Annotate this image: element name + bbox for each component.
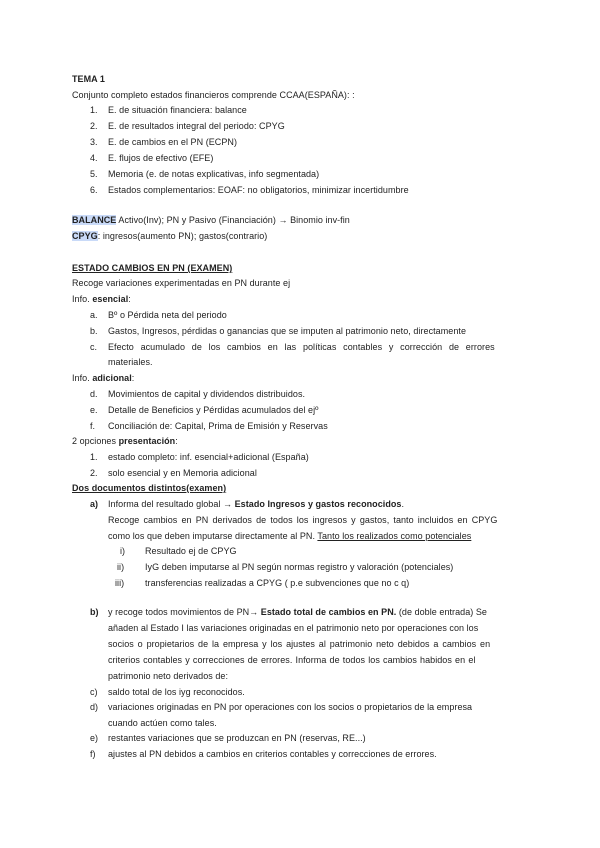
list-marker: 5. (90, 169, 98, 179)
info-esencial-label: Info. esencial: (72, 294, 131, 304)
list-item: Bº o Pérdida neta del periodo (108, 310, 227, 320)
list-marker: c. (90, 342, 98, 352)
sub-item: transferencias realizadas a CPYG ( p.e subvenciones que no c q) (145, 578, 410, 588)
list-marker: a. (90, 310, 98, 320)
section-heading: Dos documentos distintos(examen) (72, 483, 227, 493)
section-heading: ESTADO CAMBIOS EN PN (EXAMEN) (72, 263, 233, 273)
list-item: Memoria (e. de notas explicativas, info segmentada) (108, 169, 320, 179)
doc-b-line: añaden al Estado I las variaciones originadas en el patrimonio neto por operaciones con los (108, 623, 479, 633)
list-item: Gastos, Ingresos, pérdidas o ganancias que se imputen al patrimonio neto, directamente (108, 326, 467, 336)
list-item: E. de cambios en el PN (ECPN) (108, 137, 237, 147)
list-item: Detalle de Beneficios y Pérdidas acumulados del ejº (108, 405, 319, 415)
list-item: variaciones originadas en PN por operaciones con los socios o propietarios de la empresa (108, 702, 473, 712)
intro-line: Conjunto completo estados financieros comprende CCAA(ESPAÑA): : (72, 90, 355, 100)
list-item: Estados complementarios: EOAF: no obligatorios, minimizar incertidumbre (108, 185, 409, 195)
list-item: saldo total de los iyg reconocidos. (108, 687, 245, 697)
doc-b-line: socios o propietarios de la empresa y los ajustes al patrimonio neto debidos a cambios en (108, 639, 491, 649)
list-marker: 3. (90, 137, 98, 147)
doc-b-line: y recoge todos movimientos de PN→ Estado total de cambios en PN. (de doble entrada) Se (108, 607, 487, 617)
list-marker: c) (90, 687, 98, 697)
doc-a-line: Informa del resultado global → Estado Ingresos y gastos reconocidos. (108, 499, 405, 509)
cpyg-label: CPYG (72, 231, 98, 241)
list-item: E. flujos de efectivo (EFE) (108, 153, 214, 163)
info-adicional-label: Info. adicional: (72, 373, 135, 383)
list-item: restantes variaciones que se produzcan en PN (reservas, RE...) (108, 733, 366, 743)
sub-marker: i) (120, 546, 126, 556)
doc-b-line: criterios contables y correcciones de errores. Informa de todos los cambios habidos en el (108, 655, 476, 665)
balance-line (72, 214, 350, 226)
doc-a-line: como los que deben imputarse directamente al PN. Tanto los realizados como potenciales (108, 531, 472, 541)
list-item: Efecto acumulado de los cambios en las políticas contables y corrección de errores (108, 342, 495, 352)
list-marker: 2. (90, 121, 98, 131)
list-marker: d) (90, 702, 99, 712)
list-marker: 4. (90, 153, 98, 163)
list-item: E. de situación financiera: balance (108, 105, 247, 115)
list-marker: 6. (90, 185, 98, 195)
topic-title: TEMA 1 (72, 74, 105, 84)
balance-text: Activo(Inv); PN y Pasivo (Financiación) → Binomio inv-fin (116, 215, 350, 225)
paragraph: Recoge variaciones experimentadas en PN durante ej (72, 278, 291, 288)
list-item-cont: cuando actúen como tales. (108, 718, 217, 728)
doc-a-line: Recoge cambios en PN derivados de todos los ingresos y gastos, tanto incluidos en CPYG (108, 515, 498, 525)
list-marker: a) (90, 499, 99, 509)
cpyg-text: : ingresos(aumento PN); gastos(contrario) (97, 231, 268, 241)
list-marker: b) (90, 607, 99, 617)
balance-label: BALANCE (72, 215, 117, 225)
list-item: ajustes al PN debidos a cambios en criterios contables y correcciones de errores. (108, 749, 437, 759)
sub-item: IyG deben imputarse al PN según normas registro y valoración (potenciales) (145, 562, 454, 572)
cpyg-line (72, 230, 267, 242)
list-item: E. de resultados integral del periodo: CPYG (108, 121, 285, 131)
list-marker: 1. (90, 105, 98, 115)
list-item: Conciliación de: Capital, Prima de Emisión y Reservas (108, 421, 328, 431)
list-marker: 2. (90, 468, 98, 478)
sub-item: Resultado ej de CPYG (145, 546, 237, 556)
list-marker: 1. (90, 452, 98, 462)
list-marker: f) (90, 749, 96, 759)
list-item: estado completo: inf. esencial+adicional (España) (108, 452, 309, 462)
list-item-cont: materiales. (108, 357, 153, 367)
sub-marker: iii) (115, 578, 125, 588)
list-marker: e) (90, 733, 99, 743)
doc-b-line: patrimonio neto derivados de: (108, 671, 229, 681)
list-marker: f. (90, 421, 96, 431)
sub-marker: ii) (117, 562, 125, 572)
list-marker: d. (90, 389, 98, 399)
opciones-label: 2 opciones presentación: (72, 436, 178, 446)
list-marker: e. (90, 405, 98, 415)
list-marker: b. (90, 326, 98, 336)
list-item: solo esencial y en Memoria adicional (108, 468, 257, 478)
list-item: Movimientos de capital y dividendos distribuidos. (108, 389, 306, 399)
